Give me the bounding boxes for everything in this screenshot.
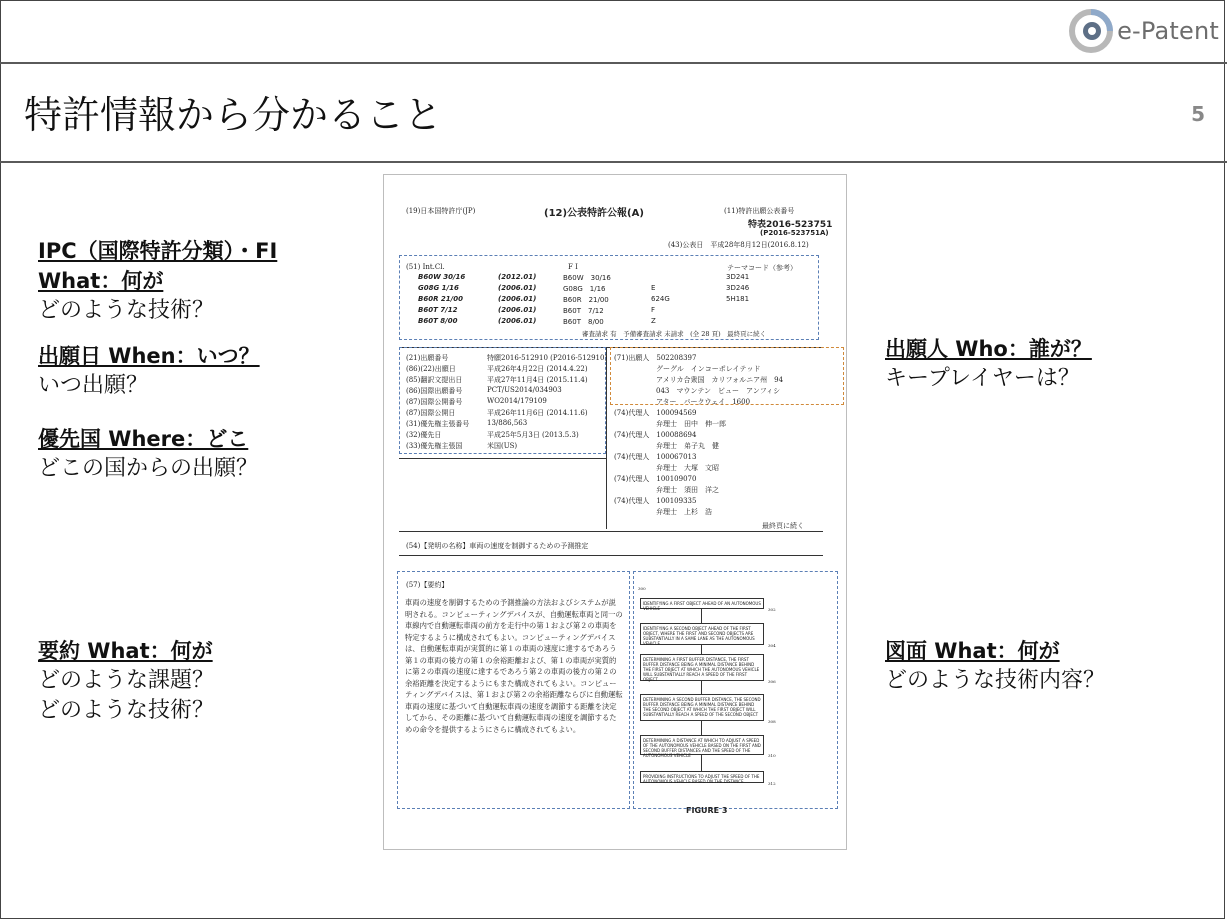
biblio-label: (21)出願番号: [406, 354, 449, 362]
ipc-theme: 3D246: [726, 284, 750, 292]
ipc-code: B60T 7/12: [418, 306, 458, 314]
agent-line: (74)代理人 100088694: [614, 431, 697, 439]
biblio-value: 米国(US): [487, 442, 518, 450]
flowchart-arrow: [701, 609, 702, 623]
biblio-label: (87)国際公開日: [406, 409, 456, 417]
doc-pubno-label: (11)特許出願公表番号: [724, 207, 795, 215]
ipc-fi2: F: [651, 306, 656, 314]
doc-pubno: 特表2016-523751: [748, 220, 833, 230]
biblio-label: (33)優先権主張国: [406, 442, 463, 450]
agent-line: (74)代理人 100067013: [614, 453, 697, 461]
doc-intcl-label: (51) Int.Cl.: [406, 263, 445, 271]
page-number: 5: [1191, 102, 1205, 126]
priority-text: どこの国からの出願？: [38, 456, 259, 481]
top-bar: [0, 0, 1227, 64]
biblio-value: 平成27年11月4日 (2015.11.4): [487, 376, 588, 384]
flowchart-step: PROVIDING INSTRUCTIONS TO ADJUST THE SPEED OF THE AUTONOMOUS VEHICLE BASED ON THE DISTANCE: [640, 771, 764, 783]
flowchart-ref: 310: [768, 753, 776, 758]
flowchart-arrow: [701, 721, 702, 735]
applicant-line: 043 マウンテン ビュー アンフィシ: [614, 387, 781, 395]
drawing-highlight-box: [633, 571, 838, 815]
patent-document: [383, 174, 847, 850]
biblio-value: PCT/US2014/034903: [487, 386, 562, 394]
biblio-label: (31)優先権主張番号: [406, 420, 470, 428]
ipc-theme: 3D241: [726, 273, 750, 281]
ipc-what-heading: What：何が: [38, 269, 164, 293]
agent-line: (74)代理人 100109335: [614, 497, 697, 505]
ipc-block: [38, 236, 277, 326]
filing-date-block: [38, 341, 260, 401]
agent-line: 弁理士 上杉 浩: [614, 508, 712, 516]
rule: [399, 458, 606, 459]
abstract-text-1: どのような課題？: [38, 668, 215, 693]
agent-line: 弁理士 大塚 文昭: [614, 464, 719, 472]
column-divider: [606, 347, 607, 529]
ipc-fi: B60T 8/00: [563, 318, 604, 326]
ipc-code: B60W 30/16: [418, 273, 466, 281]
biblio-label: (32)優先日: [406, 431, 442, 439]
ipc-fi2: 624G: [651, 295, 670, 303]
ipc-code: G08G 1/16: [418, 284, 459, 292]
applicant-line: グーグル インコーポレイテッド: [614, 365, 761, 373]
abstract-highlight-box: [397, 571, 630, 809]
doc-invention-title: (54)【発明の名称】車両の速度を制御するための予測推定: [406, 542, 589, 550]
doc-figure-number: 300: [638, 586, 646, 591]
priority-block: [38, 424, 258, 484]
doc-abstract-label: (57)【要約】: [406, 581, 449, 589]
e-patent-logo-icon: [1069, 9, 1113, 53]
biblio-value: 平成26年11月6日 (2014.11.6): [487, 409, 588, 417]
rule: [399, 555, 823, 556]
ipc-text: どのような技術？: [38, 298, 215, 323]
biblio-value: 平成25年5月3日 (2013.5.3): [487, 431, 579, 439]
flowchart-ref: 312: [768, 781, 776, 786]
agent-line: (74)代理人 100094569: [614, 409, 697, 417]
drawing-text: どのような技術内容？: [885, 668, 1106, 693]
flowchart-step: DETERMINING A SECOND BUFFER DISTANCE, THE SECOND BUFFER DISTANCE BEING A MINIMAL DISTANCE BEHIND THE SECOND OBJECT AT WHICH THE FIRST OBJECT WILL SUBSTANTIALLY REACH A SPEED OF THE SECOND OBJECT: [640, 694, 764, 721]
flowchart-ref: 302: [768, 607, 776, 612]
applicant-line: アメリカ合衆国 カリフォルニア州 94: [614, 376, 784, 384]
logo-text: e-Patent: [1117, 17, 1219, 45]
ipc-date: (2006.01): [498, 284, 537, 292]
drawing-block: [885, 636, 1105, 696]
flowchart-arrow: [701, 755, 702, 771]
rule: [399, 531, 823, 532]
biblio-value: 特願2016-512910 (P2016-512910): [487, 354, 608, 362]
agent-line: 弁理士 田中 伸一郎: [614, 420, 726, 428]
applicant-heading: 出願人 Who：誰が？: [885, 337, 1092, 361]
doc-pubno-alt: (P2016-523751A): [760, 229, 829, 237]
doc-office: (19)日本国特許庁(JP): [406, 207, 476, 215]
filing-date-text: いつ出願？: [38, 373, 149, 398]
biblio-label: (86)国際出願番号: [406, 387, 463, 395]
abstract-block: [38, 636, 214, 726]
ipc-code: B60R 21/00: [418, 295, 463, 303]
ipc-theme: 5H181: [726, 295, 750, 303]
flowchart-ref: 308: [768, 719, 776, 724]
flowchart-arrow: [701, 681, 702, 694]
flowchart-step: IDENTIFYING A SECOND OBJECT AHEAD OF THE FIRST OBJECT, WHERE THE FIRST AND SECOND OBJECTS ARE SUBSTANTIALLY IN A SAME LANE AS THE AUTONOMOUS VEHICLE: [640, 623, 764, 645]
ipc-heading: IPC（国際特許分類）・FI: [38, 239, 278, 263]
doc-theme-label: テーマコード（参考）: [727, 264, 797, 272]
ipc-fi2: Z: [651, 317, 656, 325]
flowchart-step: DETERMINING A FIRST BUFFER DISTANCE, THE FIRST BUFFER DISTANCE BEING A MINIMAL DISTANCE BEHIND THE FIRST OBJECT AT WHICH THE AUTONOMOUS VEHICLE WILL SUBSTANTIALLY REACH A SPEED OF THE FIRST OBJECT: [640, 654, 764, 681]
ipc-date: (2006.01): [498, 306, 537, 314]
priority-heading: 優先国 Where：どこ: [38, 427, 249, 451]
abstract-text-2: どのような技術？: [38, 698, 215, 723]
abstract-heading: 要約 What：何が: [38, 639, 213, 663]
biblio-label: (86)(22)出願日: [406, 365, 456, 373]
doc-kind: (12)公表特許公報(A): [544, 208, 644, 219]
ipc-code: B60T 8/00: [418, 317, 458, 325]
doc-abstract-text: 車両の速度を制御するための予測推論の方法およびシステムが説明される。コンピューティングデバイスが、自動運転車両と同一の車線内で自動運転車両の前方を走行中の第１および第２の車両を特定するように構成されてもよい。コンピューティングデバイスは、自動運転車両が実質的に第１の車両の速度に達するであろう第１の車両の後方の第１の余裕距離および、第１の車両が実質的に第２の車両の速度に達するであろう第２の車両の後方の第２の余裕距離を決定するようにもまた構成されてもよい。コンピューティングデバイスは、第１および第２の余裕距離ならびに自動運転車両の速度に基づいて自動運転車両の速度を調節する距離を決定してから、その距離に基づいて自動運転車両の速度を調節するための命令を提供するようにさらに構成されてもよい。: [405, 598, 623, 734]
biblio-value: 平成26年4月22日 (2014.4.22): [487, 365, 588, 373]
agent-line: 弁理士 須田 洋之: [614, 486, 719, 494]
doc-exam-line: 審査請求 有 予備審査請求 未請求 (全 28 頁) 最終頁に続く: [582, 330, 767, 338]
biblio-label: (87)国際公開番号: [406, 398, 463, 406]
doc-figure-caption: FIGURE 3: [686, 806, 728, 815]
flowchart-ref: 304: [768, 643, 776, 648]
ipc-date: (2006.01): [498, 295, 537, 303]
filing-date-heading: 出願日 When：いつ？: [38, 344, 260, 368]
ipc-date: (2006.01): [498, 317, 537, 325]
ipc-date: (2012.01): [498, 273, 537, 281]
applicant-line: アター パークウェイ 1600: [614, 398, 751, 406]
flowchart-ref: 306: [768, 679, 776, 684]
biblio-value: 13/886,563: [487, 419, 528, 427]
logo: [1069, 8, 1219, 54]
agent-line: 弁理士 弟子丸 健: [614, 442, 719, 450]
ipc-fi: B60W 30/16: [563, 274, 611, 282]
flowchart-arrow: [701, 645, 702, 654]
applicant-block: [885, 334, 1092, 394]
biblio-value: WO2014/179109: [487, 397, 547, 405]
applicant-line: (71)出願人 502208397: [614, 354, 697, 362]
doc-pubdate: (43)公表日 平成28年8月12日(2016.8.12): [668, 241, 809, 249]
applicant-text: キープレイヤーは？: [885, 366, 1080, 391]
ipc-fi: B60T 7/12: [563, 307, 604, 315]
agent-line: (74)代理人 100109070: [614, 475, 697, 483]
flowchart-step: DETERMINING A DISTANCE AT WHICH TO ADJUST A SPEED OF THE AUTONOMOUS VEHICLE BASED ON THE FIRST AND SECOND BUFFER DISTANCES AND THE SPEED OF THE AUTONOMOUS VEHICLE: [640, 735, 764, 755]
slide-title: 特許情報から分かること: [24, 93, 443, 137]
doc-continued: 最終頁に続く: [762, 522, 804, 530]
doc-fi-label: F I: [568, 263, 578, 271]
flowchart-step: IDENTIFYING A FIRST OBJECT AHEAD OF AN AUTONOMOUS VEHICLE: [640, 598, 764, 609]
drawing-heading: 図面 What：何が: [885, 639, 1060, 663]
ipc-fi: B60R 21/00: [563, 296, 609, 304]
ipc-fi: G08G 1/16: [563, 285, 606, 293]
biblio-label: (85)翻訳文提出日: [406, 376, 463, 384]
ipc-fi2: E: [651, 284, 656, 292]
